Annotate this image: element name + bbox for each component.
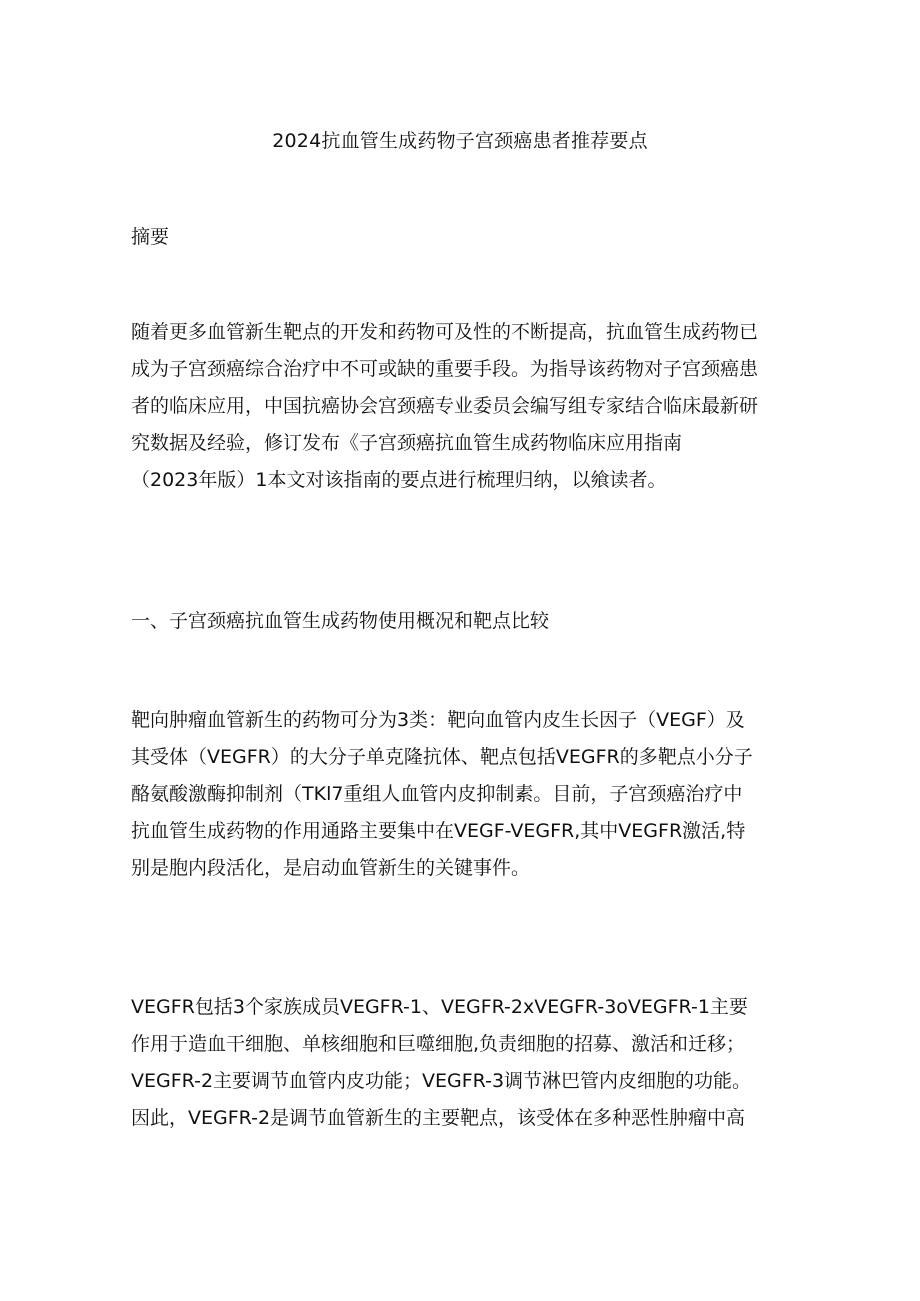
section1-paragraph-1	[131, 702, 803, 887]
abstract-heading: 摘要	[131, 226, 170, 248]
paragraph-line: 者的临床应用，中国抗癌协会宫颈癌专业委员会编写组专家结合临床最新研	[131, 395, 759, 417]
section1-paragraph-2	[131, 989, 803, 1137]
paragraph-line: 究数据及经验，修订发布《子宫颈癌抗血管生成药物临床应用指南	[131, 432, 683, 454]
paragraph-line: VEGFR包括3个家族成员VEGFR-1、VEGFR-2xVEGFR-3oVEGFR-1主要	[131, 996, 748, 1018]
document-title: 2024抗血管生成药物子宫颈癌患者推荐要点	[272, 130, 648, 152]
paragraph-line: VEGFR-2主要调节血管内皮功能；VEGFR-3调节淋巴管内皮细胞的功能。	[131, 1070, 752, 1092]
abstract-paragraph	[131, 314, 803, 499]
section-heading: 一、子宫颈癌抗血管生成药物使用概况和靶点比较	[131, 610, 550, 632]
paragraph-line: 因此，VEGFR-2是调节血管新生的主要靶点，该受体在多种恶性肿瘤中高	[131, 1107, 746, 1129]
paragraph-line: 其受体（VEGFR）的大分子单克隆抗体、靶点包括VEGFR的多靶点小分子	[131, 746, 753, 768]
paragraph-line: 酪氨酸激酶抑制剂（TKl7重组人血管内皮抑制素。目前，子宫颈癌治疗中	[131, 783, 743, 805]
paragraph-line: 成为子宫颈癌综合治疗中不可或缺的重要手段。为指导该药物对子宫颈癌患	[131, 358, 759, 380]
paragraph-line: 随着更多血管新生靶点的开发和药物可及性的不断提高，抗血管生成药物已	[131, 321, 759, 343]
paragraph-line: 抗血管生成药物的作用通路主要集中在VEGF-VEGFR,其中VEGFR激活,特	[131, 820, 746, 842]
paragraph-line: 靶向肿瘤血管新生的药物可分为3类：靶向血管内皮生长因子（VEGF）及	[131, 709, 745, 731]
paragraph-line: 作用于造血干细胞、单核细胞和巨噬细胞,负责细胞的招募、激活和迁移；	[131, 1033, 746, 1055]
paragraph-line: （2023年版）1本文对该指南的要点进行梳理归纳，以飨读者。	[131, 469, 667, 491]
paragraph-line: 别是胞内段活化，是启动血管新生的关键事件。	[131, 857, 531, 879]
